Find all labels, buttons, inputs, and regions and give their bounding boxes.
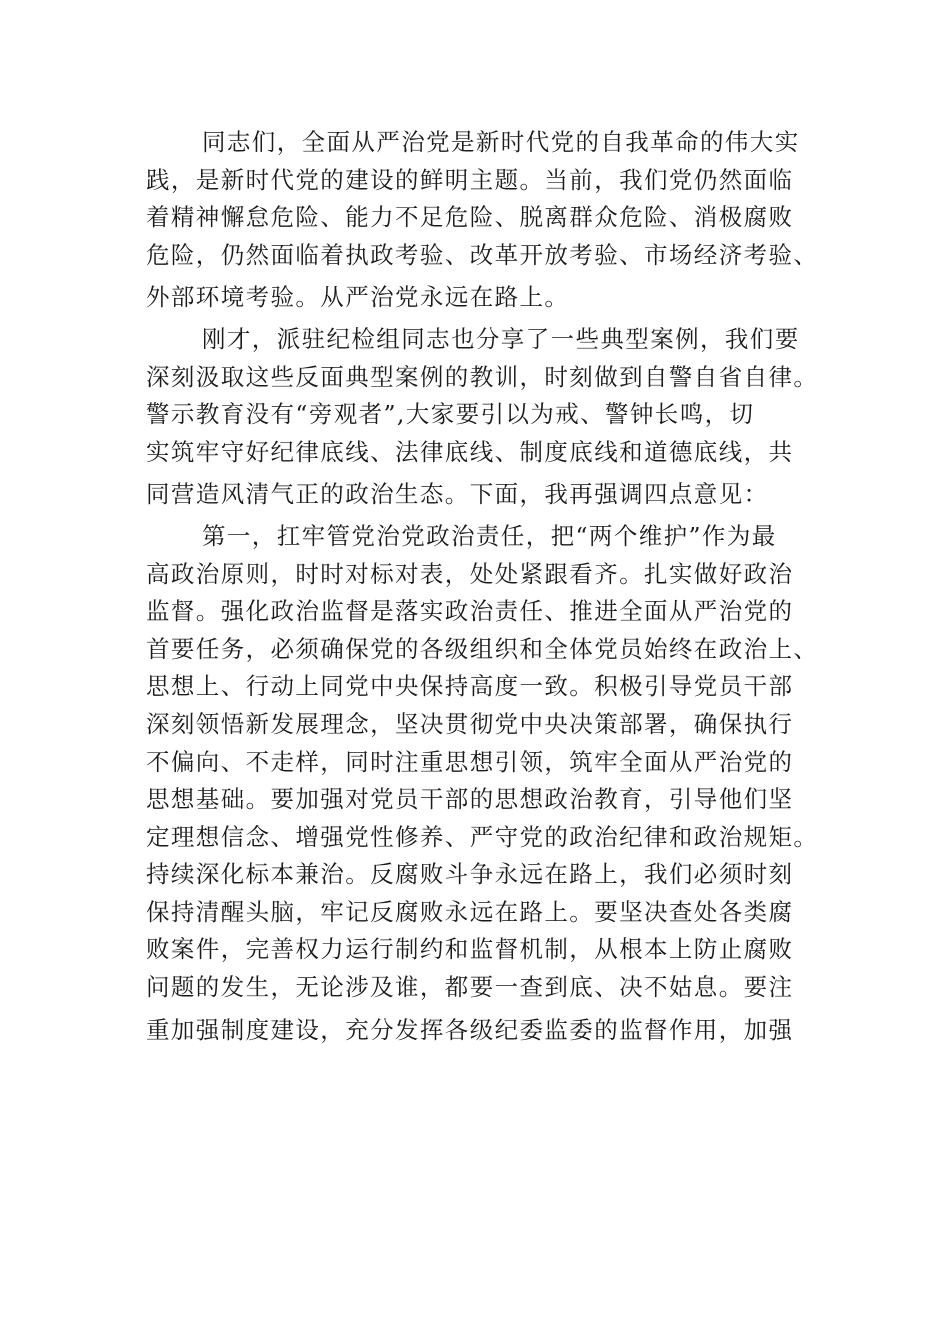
paragraph-line: 重加强制度建设，充分发挥各级纪委监委的监督作用，加强	[146, 1015, 794, 1044]
paragraph-line: 问题的发生，无论涉及谁，都要一查到底、决不姑息。要注	[146, 973, 794, 1002]
paragraph-line: 同营造风清气正的政治生态。下面，我再强调四点意见：	[146, 480, 769, 509]
paragraph-line: 首要任务，必须确保党的各级组织和全体党员始终在政治上、	[146, 634, 819, 663]
paragraph-line: 第一，扛牢管党治党政治责任，把“两个维护”作为最	[202, 521, 777, 550]
paragraph-line: 败案件，完善权力运行制约和监督机制，从根本上防止腐败	[146, 935, 794, 964]
paragraph-2	[146, 321, 819, 514]
paragraph-line: 践，是新时代党的建设的鲜明主题。当前，我们党仍然面临	[146, 165, 794, 194]
paragraph-line: 定理想信念、增强党性修养、严守党的政治纪律和政治规矩。	[146, 822, 819, 851]
paragraph-line: 深刻领悟新发展理念，坚决贯彻党中央决策部署，确保执行	[146, 709, 794, 738]
paragraph-line: 警示教育没有“旁观者”,大家要引以为戒、警钟长鸣，切	[146, 400, 755, 429]
paragraph-line: 实筑牢守好纪律底线、法律底线、制度底线和道德底线，共	[146, 437, 794, 466]
paragraph-line: 思想上、行动上同党中央保持高度一致。积极引导党员干部	[146, 672, 794, 701]
paragraph-line: 持续深化标本兼治。反腐败斗争永远在路上，我们必须时刻	[146, 860, 794, 889]
paragraph-line: 同志们，全面从严治党是新时代党的自我革命的伟大实	[202, 128, 800, 156]
paragraph-line: 思想基础。要加强对党员干部的思想政治教育，引导他们坚	[146, 785, 794, 814]
paragraph-1	[146, 124, 819, 317]
paragraph-line: 外部环境考验。从严治党永远在路上。	[146, 283, 570, 312]
paragraph-line: 刚才，派驻纪检组同志也分享了一些典型案例，我们要	[202, 324, 800, 353]
paragraph-line: 保持清醒头脑，牢记反腐败永远在路上。要坚决查处各类腐	[146, 897, 794, 926]
paragraph-line: 深刻汲取这些反面典型案例的教训，时刻做到自警自省自律。	[146, 362, 819, 391]
paragraph-line: 着精神懈怠危险、能力不足危险、脱离群众危险、消极腐败	[146, 203, 794, 232]
paragraph-line: 危险，仍然面临着执政考验、改革开放考验、市场经济考验、	[146, 240, 819, 269]
document-body	[146, 124, 819, 1049]
paragraph-line: 不偏向、不走样，同时注重思想引领，筑牢全面从严治党的	[146, 747, 794, 776]
paragraph-3	[146, 518, 819, 1049]
paragraph-line: 监督。强化政治监督是落实政治责任、推进全面从严治党的	[146, 597, 794, 626]
paragraph-line: 高政治原则，时时对标对表，处处紧跟看齐。扎实做好政治	[146, 559, 794, 588]
